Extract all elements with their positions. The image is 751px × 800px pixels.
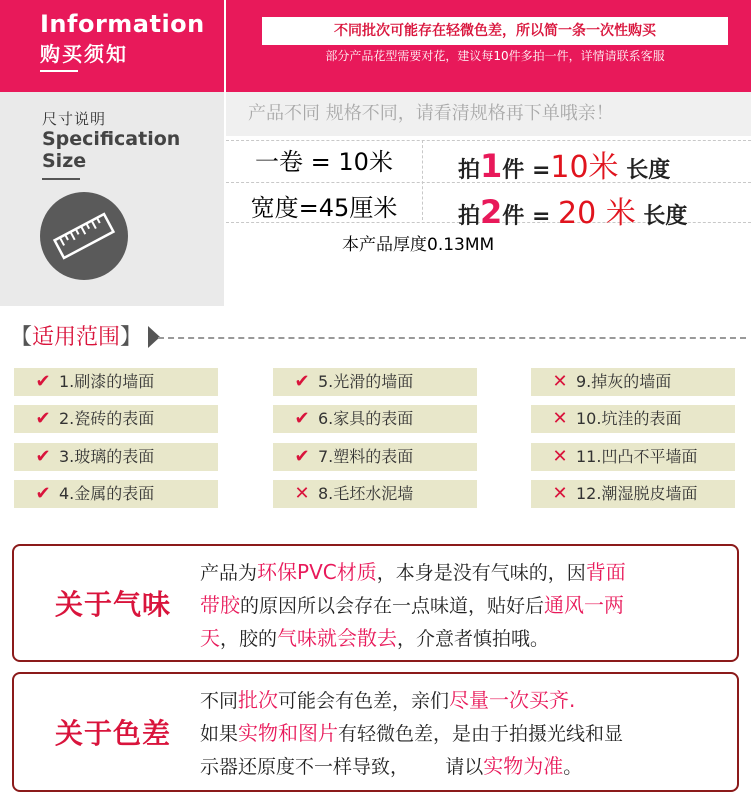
scope-item — [531, 368, 735, 396]
scope-item — [531, 443, 735, 471]
smell-highlight: 背面 — [585, 560, 626, 584]
buy-1-qty: 1 — [480, 147, 503, 185]
color-line-1 — [200, 684, 730, 717]
header-right-panel — [226, 0, 751, 92]
scope-item — [14, 405, 218, 433]
color-text: 不同 — [200, 690, 239, 712]
spec-section — [0, 92, 751, 306]
buy-1-length-label: 长度 — [618, 158, 671, 183]
scope-item — [273, 480, 477, 508]
cross-icon: ✕ — [552, 483, 568, 504]
buy-1-row — [458, 142, 671, 185]
spec-right-panel — [226, 92, 751, 306]
header-notice-1: 不同批次可能存在轻微色差，所以简一条一次性购买 — [262, 17, 728, 45]
spec-underline — [42, 178, 80, 180]
scope-item-label: 8.毛坯水泥墙 — [318, 484, 414, 503]
smell-highlight: 气味就会散去 — [277, 626, 398, 650]
scope-item-label: 1.刷漆的墙面 — [59, 372, 155, 391]
scope-item — [14, 368, 218, 396]
spec-left-panel — [0, 92, 224, 306]
buy-2-row — [458, 188, 688, 231]
color-text: 。 — [563, 756, 583, 778]
scope-item-label: 10.坑洼的表面 — [576, 409, 682, 428]
spec-banner: 产品不同 规格不同，请看清规格再下单哦亲！ — [226, 92, 751, 136]
buy-1-pai: 拍 — [458, 158, 481, 183]
buy-2-pai: 拍 — [458, 204, 481, 229]
smell-text: ，本身是没有气味的，因 — [376, 562, 586, 584]
color-text: 可能会有色差，亲们 — [278, 690, 450, 712]
roll-width: 宽度=45厘米 — [250, 194, 398, 222]
check-icon: ✔ — [294, 408, 310, 429]
smell-text: ，介意者慎拍哦。 — [397, 628, 550, 650]
smell-line-1 — [200, 556, 730, 589]
color-text: 有轻微色差，是由于拍摄光线和显 — [338, 723, 624, 745]
color-line-3 — [200, 750, 730, 783]
scope-item-label: 2.瓷砖的表面 — [59, 409, 155, 428]
check-icon: ✔ — [294, 446, 310, 467]
cross-icon: ✕ — [552, 408, 568, 429]
color-highlight: 尽量一次买齐. — [449, 688, 576, 712]
buy-2-qty: 2 — [480, 193, 503, 231]
buy-1-amount: 10米 — [550, 150, 619, 185]
buy-2-unit: 件 = — [502, 204, 559, 229]
info-header — [0, 0, 751, 92]
scope-item-label: 5.光滑的墙面 — [318, 372, 414, 391]
smell-line-2 — [200, 589, 730, 622]
scope-section — [0, 306, 751, 530]
scope-item-label: 9.掉灰的墙面 — [576, 372, 672, 391]
header-left-panel — [0, 0, 224, 92]
spec-title-en-2: Size — [42, 150, 87, 172]
smell-text: 的原因所以会存在一点味道，贴好后 — [240, 595, 545, 617]
scope-item-label: 3.玻璃的表面 — [59, 447, 155, 466]
color-highlight: 实物为准 — [483, 754, 564, 778]
scope-title-text: 适用范围 — [32, 325, 121, 350]
ruler-icon — [40, 192, 128, 280]
header-title-en: Information — [40, 10, 205, 38]
smell-line-3 — [200, 622, 730, 655]
color-body — [200, 684, 730, 783]
color-highlight: 批次 — [238, 688, 279, 712]
smell-highlight: 通风一两 — [544, 593, 625, 617]
cross-icon: ✕ — [552, 446, 568, 467]
scope-item — [273, 443, 477, 471]
check-icon: ✔ — [35, 408, 51, 429]
smell-text: ，胶的 — [220, 628, 278, 650]
buy-2-length-label: 长度 — [635, 204, 688, 229]
header-notice-2: 部分产品花型需要对花，建议每10件多拍一件，详情请联系客服 — [262, 45, 728, 67]
scope-title-right-bracket: 】 — [120, 325, 143, 350]
smell-highlight: 带胶 — [200, 593, 240, 617]
scope-item-label: 7.塑料的表面 — [318, 447, 414, 466]
scope-item — [273, 368, 477, 396]
scope-item-label: 12.潮湿脱皮墙面 — [576, 484, 698, 503]
roll-length: 一卷 = 10米 — [255, 148, 393, 176]
scope-item — [531, 405, 735, 433]
color-text: 示器还原度不一样导致， 请以 — [200, 756, 484, 778]
check-icon: ✔ — [35, 371, 51, 392]
smell-highlight: 天 — [200, 626, 220, 650]
scope-item-label: 4.金属的表面 — [59, 484, 155, 503]
color-line-2 — [200, 717, 730, 750]
check-icon: ✔ — [294, 371, 310, 392]
scope-title — [10, 320, 142, 354]
smell-highlight: 环保PVC材质 — [257, 560, 377, 584]
scope-dashed-line — [158, 337, 746, 339]
smell-body — [200, 556, 730, 655]
smell-title: 关于气味 — [54, 588, 171, 621]
header-underline — [40, 70, 78, 72]
spec-vertical-dash — [422, 140, 423, 220]
cross-icon: ✕ — [552, 371, 568, 392]
scope-item — [273, 405, 477, 433]
buy-1-unit: 件 = — [502, 158, 551, 183]
spec-title-en-1: Specification — [42, 128, 181, 150]
scope-item — [531, 480, 735, 508]
header-title-cn: 购买须知 — [40, 42, 128, 66]
scope-item-label: 11.凹凸不平墙面 — [576, 447, 698, 466]
scope-item — [14, 443, 218, 471]
color-notice-box — [12, 672, 739, 792]
spec-dash-top — [226, 140, 751, 141]
scope-item — [14, 480, 218, 508]
color-highlight: 实物和图片 — [238, 721, 339, 745]
check-icon: ✔ — [35, 483, 51, 504]
buy-2-amount: 20 米 — [558, 196, 636, 231]
cross-icon: ✕ — [294, 483, 310, 504]
spec-title-cn: 尺寸说明 — [42, 110, 107, 128]
color-text: 如果 — [200, 723, 239, 745]
scope-item-label: 6.家具的表面 — [318, 409, 414, 428]
smell-text: 产品为 — [200, 562, 258, 584]
thickness-note: 本产品厚度0.13MM — [342, 235, 495, 255]
check-icon: ✔ — [35, 446, 51, 467]
smell-notice-box — [12, 544, 739, 662]
scope-title-left-bracket: 【 — [10, 325, 33, 350]
color-title: 关于色差 — [54, 717, 171, 750]
